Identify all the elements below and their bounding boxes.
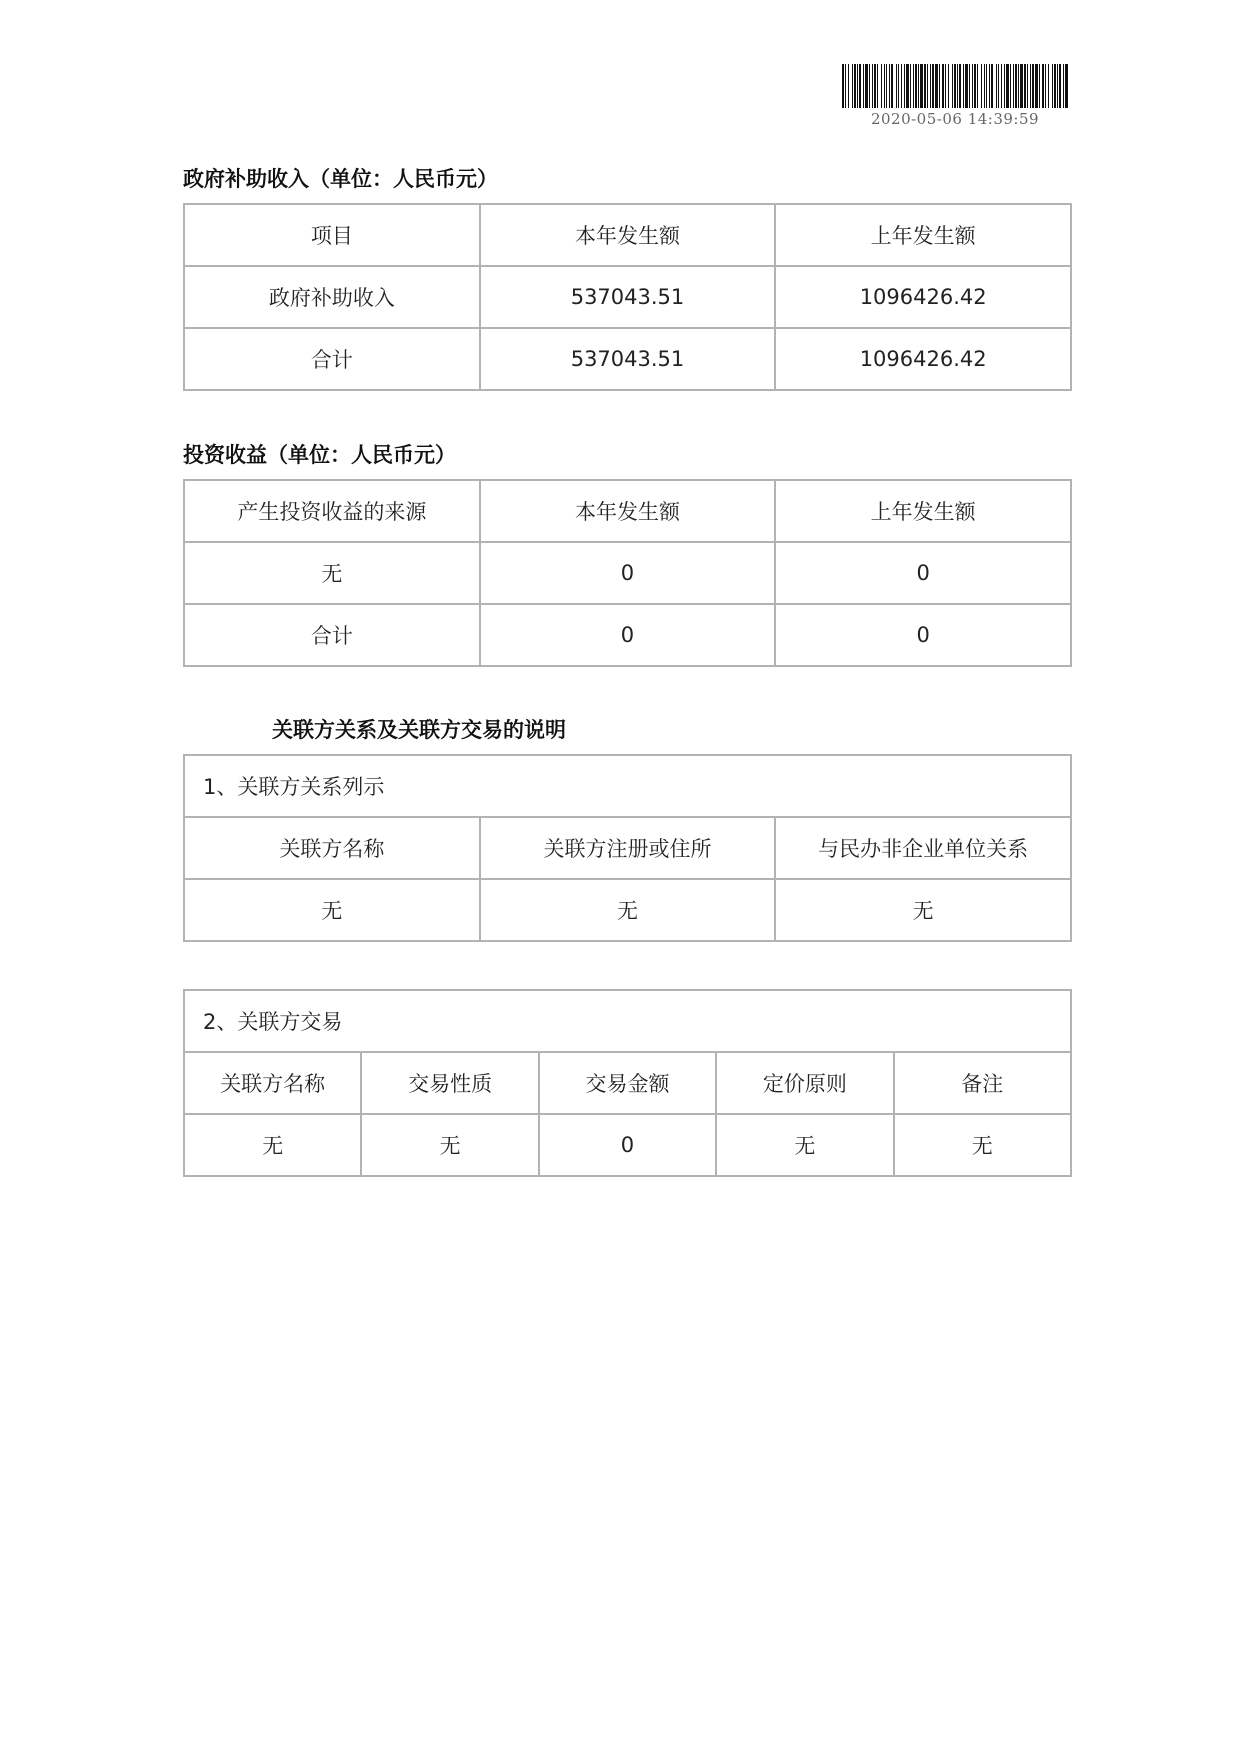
barcode-bar [1027, 64, 1028, 108]
header-cell: 关联方注册或住所 [480, 817, 776, 879]
table-cell: 0 [480, 542, 776, 604]
barcode-bar [865, 64, 868, 108]
barcode-bar [906, 64, 909, 108]
header-cell: 关联方名称 [184, 1052, 361, 1114]
barcode-bar [1057, 64, 1058, 108]
table-header-row [184, 480, 1071, 542]
barcode-image [842, 64, 1068, 108]
table-cell: 0 [775, 542, 1071, 604]
header-cell: 上年发生额 [775, 480, 1071, 542]
barcode-bar [1063, 64, 1064, 108]
barcode-bar [884, 64, 885, 108]
related-parties-title: 关联方关系及关联方交易的说明 [272, 718, 566, 742]
table-cell: 1096426.42 [775, 328, 1071, 390]
barcode-bar [845, 64, 846, 108]
barcode-bar [952, 64, 953, 108]
table-cell: 无 [184, 879, 480, 941]
header-cell: 交易金额 [539, 1052, 716, 1114]
barcode-bar [859, 64, 861, 108]
header-cell: 定价原则 [716, 1052, 893, 1114]
barcode-bar [924, 64, 926, 108]
barcode-bar [898, 64, 899, 108]
investment-title: 投资收益（单位：人民币元） [183, 443, 456, 467]
barcode-bar [984, 64, 985, 108]
print-timestamp: 2020-05-06 14:39:59 [870, 110, 1040, 128]
barcode-bar [913, 64, 914, 108]
barcode-bar [1039, 64, 1040, 108]
header-cell: 产生投资收益的来源 [184, 480, 480, 542]
barcode-bar [1013, 64, 1014, 108]
barcode-bar [891, 64, 893, 108]
table-caption-row [184, 990, 1071, 1052]
barcode-bar [854, 64, 856, 108]
barcode-bar [1052, 64, 1053, 108]
table-cell: 0 [480, 604, 776, 666]
table-cell: 无 [716, 1114, 893, 1176]
table-header-row [184, 1052, 1071, 1114]
barcode-bar [881, 64, 882, 108]
table-cell: 合计 [184, 328, 480, 390]
barcode-bar [877, 64, 878, 108]
barcode-bar [927, 64, 928, 108]
barcode-bar [889, 64, 890, 108]
barcode-bar [957, 64, 958, 108]
header-cell: 项目 [184, 204, 480, 266]
barcode-bar [1001, 64, 1002, 108]
barcode-bar [965, 64, 968, 108]
header-cell: 关联方名称 [184, 817, 480, 879]
table-header-row [184, 817, 1071, 879]
barcode-bar [1048, 64, 1049, 108]
table-row [184, 1114, 1071, 1176]
table-cell: 政府补助收入 [184, 266, 480, 328]
barcode-bar [945, 64, 946, 108]
barcode-bar [1054, 64, 1056, 108]
table-cell: 无 [480, 879, 776, 941]
investment-table [183, 479, 1072, 667]
table-caption-row [184, 755, 1071, 817]
barcode-bar [989, 64, 990, 108]
barcode-bar [998, 64, 999, 108]
table-row [184, 542, 1071, 604]
barcode-bar [942, 64, 944, 108]
table-cell: 0 [539, 1114, 716, 1176]
barcode-bar [996, 64, 997, 108]
barcode-bar [1059, 64, 1061, 108]
barcode-bar [986, 64, 987, 108]
table-row [184, 879, 1071, 941]
barcode-bar [1004, 64, 1005, 108]
table-cell: 0 [775, 604, 1071, 666]
table-cell: 1096426.42 [775, 266, 1071, 328]
barcode-bar [969, 64, 970, 108]
gov-subsidy-title: 政府补助收入（单位：人民币元） [183, 167, 498, 191]
barcode-bar [1020, 64, 1023, 108]
barcode-bar [848, 64, 849, 108]
header-cell: 上年发生额 [775, 204, 1071, 266]
table-cell: 合计 [184, 604, 480, 666]
table-cell: 无 [775, 879, 1071, 941]
barcode-bar [1032, 64, 1034, 108]
barcode-bar [886, 64, 887, 108]
header-cell: 本年发生额 [480, 480, 776, 542]
table-cell: 无 [184, 542, 480, 604]
barcode-bar [863, 64, 864, 108]
barcode-bar [1015, 64, 1017, 108]
barcode-bar [1030, 64, 1031, 108]
barcode-bar [918, 64, 919, 108]
table-cell: 无 [361, 1114, 538, 1176]
barcode-bar [874, 64, 876, 108]
barcode-bar [869, 64, 870, 108]
related-relations-table [183, 754, 1072, 942]
barcode-bar [1018, 64, 1019, 108]
barcode-bar [1045, 64, 1046, 108]
table-header-row [184, 204, 1071, 266]
barcode-bar [939, 64, 940, 108]
barcode-bar [920, 64, 923, 108]
barcode-bar [852, 64, 853, 108]
barcode-bar [1035, 64, 1038, 108]
barcode-bar [948, 64, 949, 108]
table-cell: 无 [894, 1114, 1071, 1176]
table-row [184, 266, 1071, 328]
barcode-bar [1065, 64, 1068, 108]
barcode-bar [1006, 64, 1009, 108]
barcode-bar [910, 64, 911, 108]
barcode-bar [904, 64, 905, 108]
barcode-bar [857, 64, 858, 108]
barcode-bar [974, 64, 976, 108]
barcode-bar [972, 64, 973, 108]
barcode-bar [1024, 64, 1026, 108]
barcode-bar [954, 64, 956, 108]
barcode-bar [991, 64, 993, 108]
table-caption: 1、关联方关系列示 [184, 755, 1071, 817]
barcode-bar [1042, 64, 1044, 108]
table-row [184, 328, 1071, 390]
barcode-bar [901, 64, 902, 108]
header-cell: 交易性质 [361, 1052, 538, 1114]
barcode-bar [959, 64, 961, 108]
barcode-bar [981, 64, 982, 108]
header-cell: 备注 [894, 1052, 1071, 1114]
header-cell: 本年发生额 [480, 204, 776, 266]
table-cell: 537043.51 [480, 328, 776, 390]
barcode-bar [977, 64, 978, 108]
barcode-bar [872, 64, 873, 108]
barcode-bar [935, 64, 938, 108]
related-transactions-table [183, 989, 1072, 1177]
barcode-bar [930, 64, 931, 108]
header-cell: 与民办非企业单位关系 [775, 817, 1071, 879]
barcode-bar [963, 64, 964, 108]
table-cell: 无 [184, 1114, 361, 1176]
table-cell: 537043.51 [480, 266, 776, 328]
barcode-bar [932, 64, 934, 108]
gov-subsidy-table [183, 203, 1072, 391]
barcode-bar [1010, 64, 1011, 108]
table-row [184, 604, 1071, 666]
table-caption: 2、关联方交易 [184, 990, 1071, 1052]
barcode-bar [842, 64, 844, 108]
barcode-bar [915, 64, 917, 108]
barcode-bar [896, 64, 897, 108]
